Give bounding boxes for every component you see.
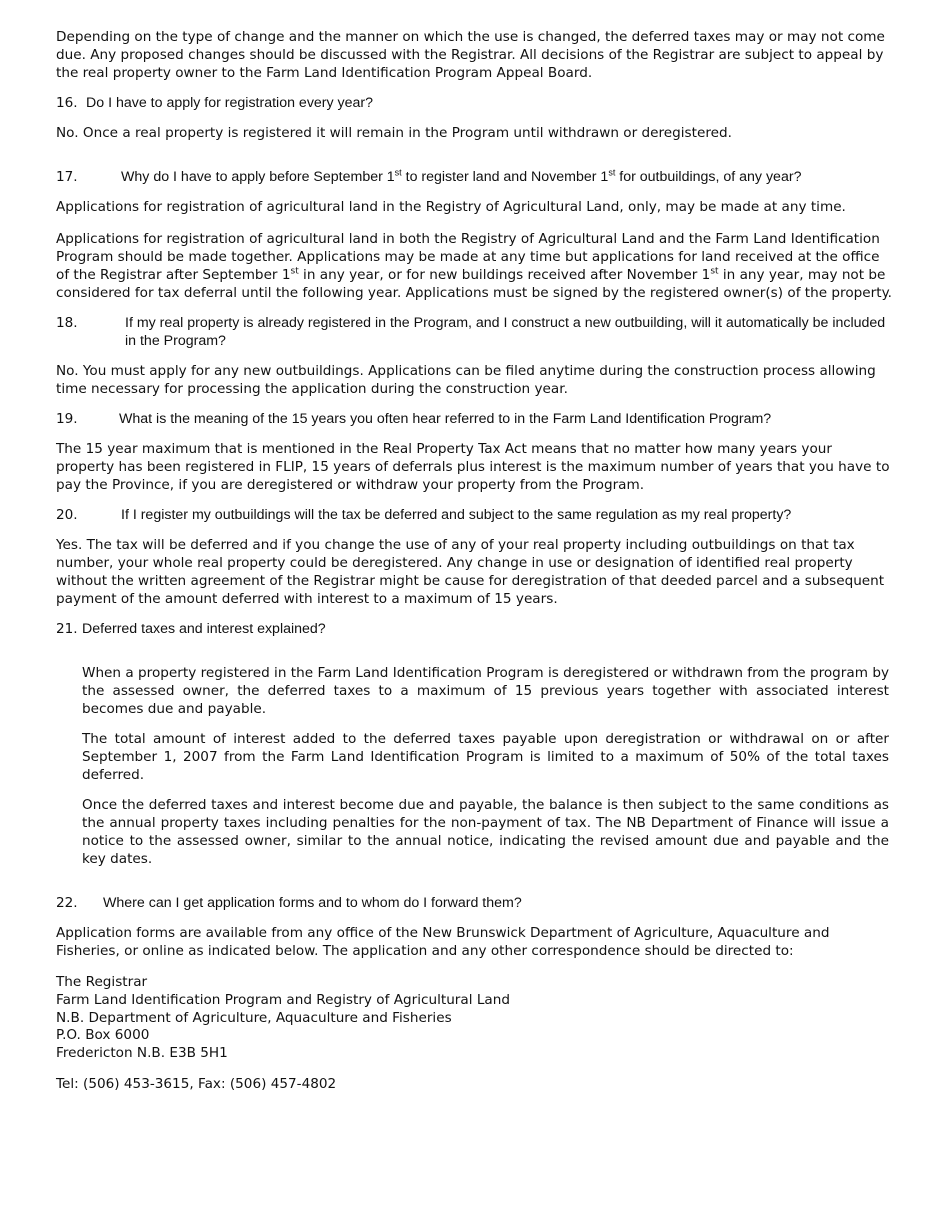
question-number: 22.	[56, 895, 78, 911]
mailing-address	[56, 974, 894, 1063]
question-text: If I register my outbuildings will the tax be deferred and subject to the same regulation as my real property?	[121, 507, 792, 523]
question-number: 19.	[56, 411, 78, 427]
question-number: 16.	[56, 95, 78, 111]
answer-17-part-1: Applications for registration of agricultural land in the Registry of Agricultural Land, only, may be made at any time.	[56, 199, 846, 215]
question-number: 17.	[56, 169, 78, 185]
address-line: Farm Land Identification Program and Registry of Agricultural Land	[56, 991, 510, 1008]
question-text: What is the meaning of the 15 years you often hear referred to in the Farm Land Identification Program?	[119, 411, 772, 427]
address-line: The Registrar	[56, 974, 148, 990]
contact-numbers: Tel: (506) 453-3615, Fax: (506) 457-4802	[56, 1075, 337, 1092]
answer-21-paragraph-2: The total amount of interest added to the deferred taxes payable upon deregistration or withdrawal on or after September 1, 2007 from the Farm Land Identification Program is limited to a maximum of 50% of the total taxes deferred.	[82, 731, 889, 783]
question-16	[56, 94, 894, 112]
answer-18: No. You must apply for any new outbuildings. Applications can be filed anytime during the construction process allowing time necessary for processing the application during the construction year.	[56, 363, 876, 397]
answer-21-paragraph-1: When a property registered in the Farm Land Identification Program is deregistered or withdrawn from the program by the assessed owner, the deferred taxes to a maximum of 15 previous years together with associated interest becomes due and payable.	[82, 665, 889, 717]
question-19	[56, 410, 894, 428]
address-line: N.B. Department of Agriculture, Aquaculture and Fisheries	[56, 1009, 452, 1026]
answer-21-paragraph-3: Once the deferred taxes and interest become due and payable, the balance is then subject to the same conditions as the annual property taxes including penalties for the non-payment of tax. The NB Department of Finance will issue a notice to the assessed owner, similar to the annual notice, indicating the revised amount due and payable and the key dates.	[82, 797, 889, 867]
answer-16: No. Once a real property is registered it will remain in the Program until withdrawn or deregistered.	[56, 125, 732, 141]
address-line: P.O. Box 6000	[56, 1027, 150, 1044]
answer-19: The 15 year maximum that is mentioned in the Real Property Tax Act means that no matter how many years your property has been registered in FLIP, 15 years of deferrals plus interest is the maximum number of years that you have to pay the Province, if you are deregistered or withdraw your property from the Program.	[56, 441, 890, 493]
question-text: If my real property is already registered in the Program, and I construct a new outbuilding, will it automatically be included in the Program?	[125, 315, 886, 349]
document-page	[56, 28, 894, 1093]
question-number: 20.	[56, 507, 78, 523]
answer-17-part-2: Applications for registration of agricultural land in both the Registry of Agricultural Land and the Farm Land Identification Program should be made together. Applications may be made at any time but applications for land received at the office of the Registrar after September 1st in any year, or for new buildings received after November 1st in any year, may not be considered for tax deferral until the following year. Applications must be signed by the registered owner(s) of the property.	[56, 231, 893, 301]
question-text: Where can I get application forms and to whom do I forward them?	[103, 895, 522, 911]
address-line: Fredericton N.B. E3B 5H1	[56, 1045, 228, 1062]
question-text: Deferred taxes and interest explained?	[82, 621, 326, 637]
question-18	[56, 314, 894, 350]
question-text: Do I have to apply for registration every year?	[86, 95, 374, 111]
question-17	[56, 168, 894, 186]
intro-paragraph: Depending on the type of change and the manner on which the use is changed, the deferred taxes may or may not come due. Any proposed changes should be discussed with the Registrar. All decisions of the Registrar are subject to appeal by the real property owner to the Farm Land Identification Program Appeal Board.	[56, 29, 885, 81]
answer-20: Yes. The tax will be deferred and if you change the use of any of your real property including outbuildings on that tax number, your whole real property could be deregistered. Any change in use or designation of identified real property without the written agreement of the Registrar might be cause for deregistration of that deeded parcel and a subsequent payment of the amount deferred with interest to a maximum of 15 years.	[56, 537, 885, 607]
question-21	[56, 620, 894, 638]
question-number: 18.	[56, 315, 78, 331]
question-20	[56, 506, 894, 524]
question-text: Why do I have to apply before September 1st to register land and November 1st for outbuildings, of any year?	[121, 167, 802, 185]
question-number: 21.	[56, 621, 78, 637]
question-22	[56, 894, 894, 912]
answer-22: Application forms are available from any office of the New Brunswick Department of Agriculture, Aquaculture and Fisheries, or online as indicated below. The application and any other correspondence should be directed to:	[56, 925, 830, 959]
